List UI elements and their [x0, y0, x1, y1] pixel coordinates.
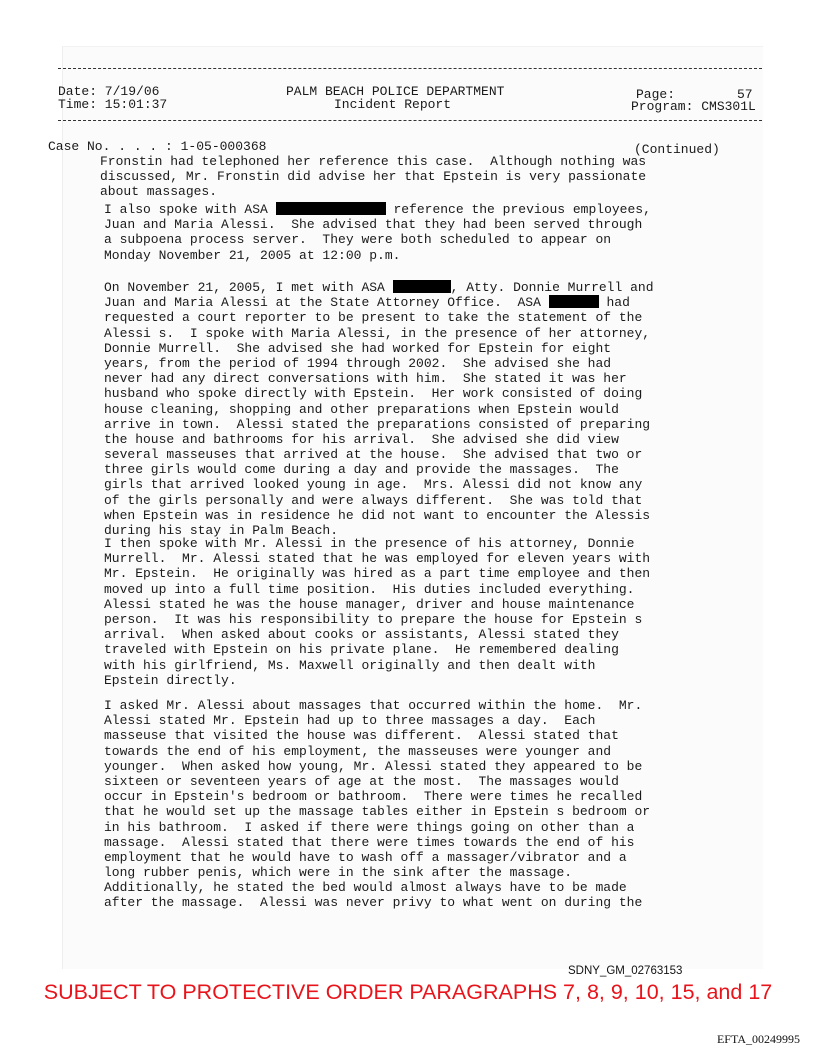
- text-line: husband who spoke directly with Epstein. Her work consisted of doing: [104, 386, 643, 402]
- bates-number: SDNY_GM_02763153: [568, 965, 683, 977]
- text-line: the house and bathrooms for his arrival. She advised she did view: [104, 431, 619, 447]
- text-line: younger. When asked how young, Mr. Alessi stated they appeared to be: [104, 758, 643, 774]
- text-line: person. It was his responsibility to prepare the house for Epstein s: [104, 611, 643, 627]
- paragraph-2: [104, 202, 744, 263]
- page-label: Page:: [636, 87, 676, 102]
- page-number: 57: [737, 87, 753, 102]
- paragraph-3: [104, 280, 744, 538]
- report-time: Time: 15:01:37: [58, 97, 168, 112]
- text-line: Epstein directly.: [104, 672, 237, 688]
- text-line: Alessi stated Mr. Epstein had up to three massages a day. Each: [104, 713, 596, 729]
- text-line: arrive in town. Alessi stated the preparations consisted of preparing: [104, 416, 651, 432]
- text-line: a subpoena process server. They were both scheduled to appear on: [104, 232, 612, 248]
- text-line: [104, 295, 744, 310]
- text-line: arrival. When asked about cooks or assistants, Alessi stated they: [104, 627, 619, 643]
- text-line: Monday November 21, 2005 at 12:00 p.m.: [104, 247, 401, 263]
- text-segment: , Atty. Donnie Murrell and: [450, 280, 654, 295]
- redaction-bar: [549, 295, 599, 308]
- text-line: Mr. Epstein. He originally was hired as a part time employee and then: [104, 566, 651, 582]
- text-line: I then spoke with Mr. Alessi in the presence of his attorney, Donnie: [104, 536, 635, 551]
- text-line: occur in Epstein's bedroom or bathroom. There were times he recalled: [104, 789, 643, 805]
- text-line: house cleaning, shopping and other preparations when Epstein would: [104, 401, 619, 417]
- text-segment: Juan and Maria Alessi at the State Attorney Office. ASA: [104, 295, 549, 311]
- text-line: [104, 202, 744, 217]
- redaction-bar: [276, 202, 386, 215]
- text-line: requested a court reporter to be present to take the statement of the: [104, 310, 643, 326]
- report-date: Date: 7/19/06: [58, 84, 160, 99]
- text-line: when Epstein was in residence he did not want to encounter the Alessis: [104, 507, 651, 523]
- case-number: Case No. . . . : 1-05-000368: [48, 139, 267, 154]
- text-segment: had: [598, 295, 630, 311]
- text-line: after the massage. Alessi was never privy to what went on during the: [104, 895, 643, 911]
- text-line: moved up into a full time position. His duties included everything.: [104, 581, 635, 597]
- text-line: towards the end of his employment, the masseuses were younger and: [104, 743, 612, 759]
- text-line: never had any direct conversations with him. She stated it was her: [104, 371, 627, 387]
- report-type: Incident Report: [334, 97, 452, 112]
- text-line: Alessi stated he was the house manager, driver and house maintenance: [104, 596, 635, 612]
- protective-order-notice: SUBJECT TO PROTECTIVE ORDER PARAGRAPHS 7, 8, 9, 10, 15, and 17: [43, 980, 773, 1004]
- text-line: [104, 280, 744, 295]
- paragraph-5: [104, 698, 744, 911]
- text-line: girls that arrived looked young in age. Mrs. Alessi did not know any: [104, 477, 643, 493]
- text-line: employment that he would have to wash off a massager/vibrator and a: [104, 849, 627, 865]
- text-line: massage. Alessi stated that there were times towards the end of his: [104, 834, 635, 850]
- header-bottom-rule: [58, 120, 762, 121]
- text-segment: reference the previous employees,: [385, 202, 651, 217]
- text-line: several masseuses that arrived at the house. She advised that two or: [104, 447, 643, 463]
- text-line: Additionally, he stated the bed would almost always have to be made: [104, 880, 627, 896]
- text-line: in his bathroom. I asked if there were things going on other than a: [104, 819, 635, 835]
- paragraph-1: [100, 154, 740, 200]
- text-line: during his stay in Palm Beach.: [104, 523, 339, 538]
- text-line: sixteen or seventeen years of age at the most. The massages would: [104, 773, 619, 789]
- text-line: years, from the period of 1994 through 2002. She advised she had: [104, 355, 612, 371]
- text-line: long rubber penis, which were in the sink after the massage.: [104, 865, 573, 881]
- text-line: masseuse that visited the house was different. Alessi stated that: [104, 728, 619, 744]
- program-label: Program: CMS301L: [631, 99, 756, 114]
- text-line: Donnie Murrell. She advised she had worked for Epstein for eight: [104, 340, 612, 356]
- header-top-rule: [58, 68, 762, 69]
- text-line: that he would set up the massage tables either in Epstein s bedroom or: [104, 804, 651, 820]
- text-line: with his girlfriend, Ms. Maxwell originally and then dealt with: [104, 657, 596, 673]
- text-line: Alessi s. I spoke with Maria Alessi, in the presence of her attorney,: [104, 325, 651, 341]
- department-name: PALM BEACH POLICE DEPARTMENT: [286, 84, 505, 99]
- text-line: of the girls personally and were always different. She was told that: [104, 492, 643, 508]
- paragraph-4: [104, 536, 744, 688]
- text-line: three girls would come during a day and provide the massages. The: [104, 462, 619, 478]
- text-line: traveled with Epstein on his private plane. He remembered dealing: [104, 642, 619, 658]
- text-line: Murrell. Mr. Alessi stated that he was employed for eleven years with: [104, 551, 651, 567]
- text-line: Fronstin had telephoned her reference this case. Although nothing was: [100, 154, 647, 169]
- text-line: Juan and Maria Alessi. She advised that they had been served through: [104, 217, 643, 233]
- text-segment: I also spoke with ASA: [104, 202, 276, 217]
- text-line: discussed, Mr. Fronstin did advise her that Epstein is very passionate: [100, 169, 647, 185]
- text-segment: On November 21, 2005, I met with ASA: [104, 280, 393, 295]
- efta-number: EFTA_00249995: [716, 1032, 800, 1046]
- text-line: I asked Mr. Alessi about massages that occurred within the home. Mr.: [104, 698, 643, 713]
- redaction-bar: [393, 280, 451, 293]
- text-line: about massages.: [100, 184, 218, 200]
- continued-label: (Continued): [634, 142, 720, 157]
